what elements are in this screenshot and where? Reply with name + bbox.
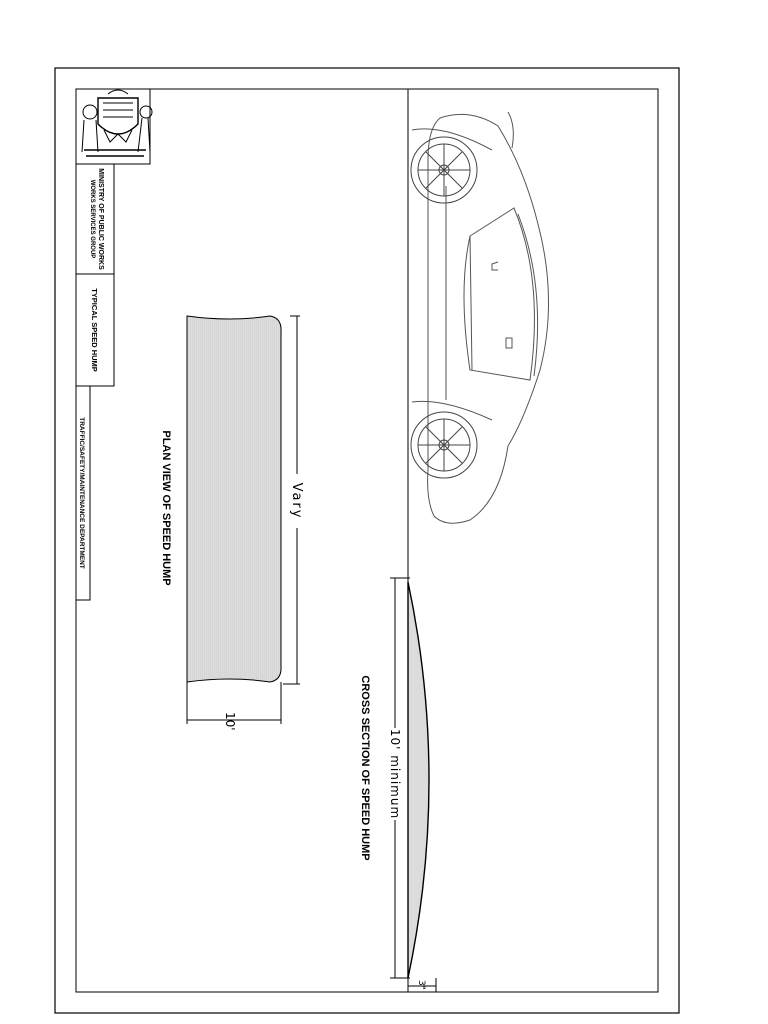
car-icon (412, 112, 549, 523)
title-block (76, 89, 152, 600)
seal-box (76, 89, 150, 164)
rear-wheel-icon (411, 412, 477, 478)
width-label: 10' (223, 712, 237, 731)
section-length-label: 10' minimum (388, 728, 402, 820)
drawing-title: TYPICAL SPEED HUMP (90, 288, 99, 372)
plan-view-title: PLAN VIEW OF SPEED HUMP (160, 430, 172, 586)
plan-view (160, 316, 304, 731)
ministry-line1: MINISTRY OF PUBLIC WORKS (97, 168, 104, 270)
plan-hump-shape (187, 316, 281, 682)
front-wheel-icon (411, 137, 477, 203)
department-label: TRAFFIC/SAFETY/MAINTENANCE DEPARTMENT (78, 417, 85, 569)
outer-border (55, 68, 679, 1013)
ministry-line2: WORKS SERVICES GROUP (89, 179, 95, 259)
coat-of-arms-icon (82, 90, 152, 156)
cross-section (359, 578, 436, 992)
cross-section-title: CROSS SECTION OF SPEED HUMP (359, 675, 371, 861)
height-label: 3" (416, 980, 426, 990)
vary-label: Vary (289, 482, 304, 520)
section-hump-shape (408, 582, 429, 978)
